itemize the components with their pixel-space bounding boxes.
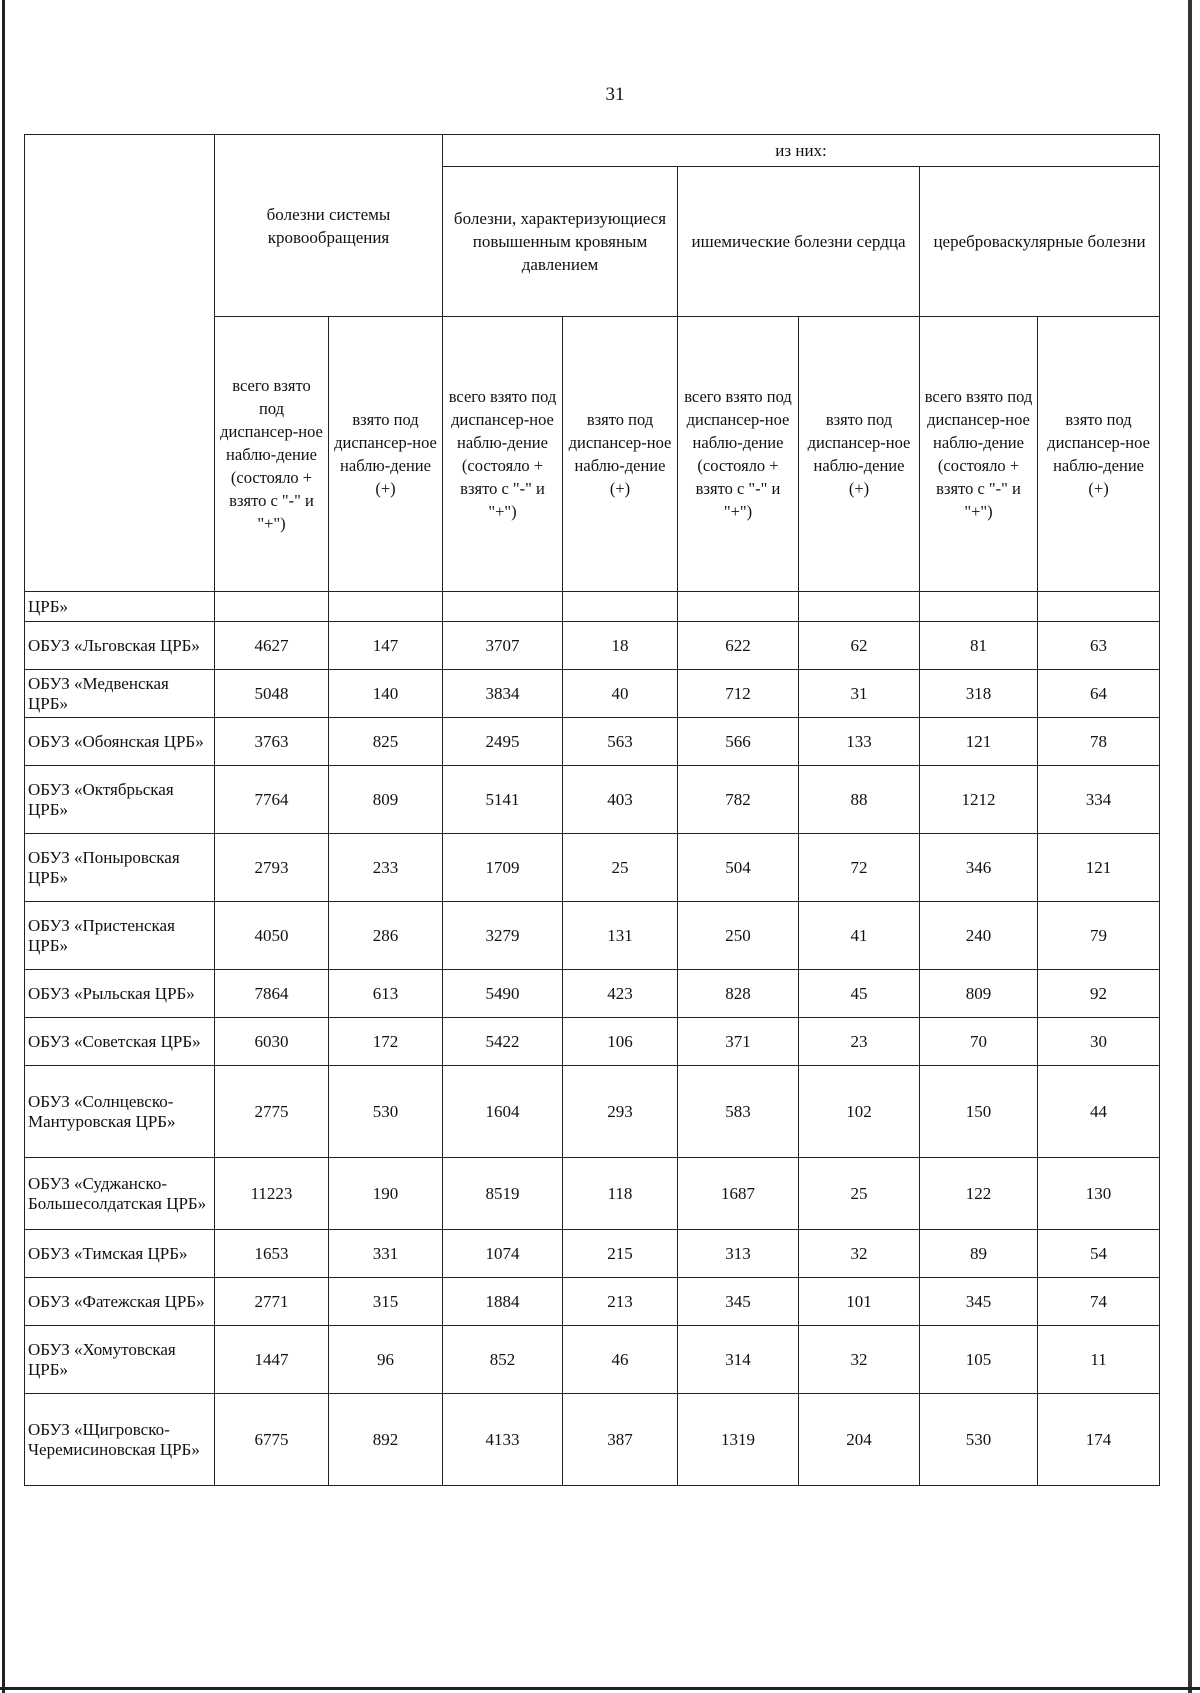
value-cell: 122 xyxy=(920,1158,1038,1230)
value-cell: 5422 xyxy=(443,1018,563,1066)
value-cell: 78 xyxy=(1038,718,1160,766)
table-row xyxy=(25,718,1160,766)
value-cell: 81 xyxy=(920,622,1038,670)
value-cell: 1884 xyxy=(443,1278,563,1326)
value-cell: 5048 xyxy=(215,670,329,718)
row-name-cell: ОБУЗ «Солнцевско-Мантуровская ЦРБ» xyxy=(25,1066,215,1158)
row-name-cell: ОБУЗ «Тимская ЦРБ» xyxy=(25,1230,215,1278)
value-cell: 315 xyxy=(329,1278,443,1326)
value-cell: 147 xyxy=(329,622,443,670)
value-cell: 72 xyxy=(799,834,920,902)
value-cell: 41 xyxy=(799,902,920,970)
value-cell xyxy=(1038,592,1160,622)
scan-edge-bottom xyxy=(0,1687,1200,1690)
value-cell: 293 xyxy=(563,1066,678,1158)
value-cell: 174 xyxy=(1038,1394,1160,1486)
header-of-them: из них: xyxy=(443,135,1160,167)
value-cell: 345 xyxy=(920,1278,1038,1326)
header-blank-cell xyxy=(25,135,215,592)
value-cell xyxy=(329,592,443,622)
value-cell: 2495 xyxy=(443,718,563,766)
row-name-cell: ОБУЗ «Щигровско-Черемисиновская ЦРБ» xyxy=(25,1394,215,1486)
value-cell: 1212 xyxy=(920,766,1038,834)
row-name-cell: ОБУЗ «Рыльская ЦРБ» xyxy=(25,970,215,1018)
value-cell: 121 xyxy=(1038,834,1160,902)
value-cell: 190 xyxy=(329,1158,443,1230)
value-cell: 6775 xyxy=(215,1394,329,1486)
value-cell: 101 xyxy=(799,1278,920,1326)
header-sub-total-all: всего взято под диспансер-ное наблю-дение (состояло + взято с "-" и "+") xyxy=(215,317,329,592)
table-row xyxy=(25,1394,1160,1486)
table-row xyxy=(25,834,1160,902)
value-cell: 106 xyxy=(563,1018,678,1066)
value-cell: 131 xyxy=(563,902,678,970)
value-cell: 286 xyxy=(329,902,443,970)
value-cell: 92 xyxy=(1038,970,1160,1018)
value-cell: 3707 xyxy=(443,622,563,670)
value-cell xyxy=(443,592,563,622)
value-cell: 2775 xyxy=(215,1066,329,1158)
value-cell: 314 xyxy=(678,1326,799,1394)
value-cell: 7864 xyxy=(215,970,329,1018)
value-cell: 3834 xyxy=(443,670,563,718)
value-cell: 32 xyxy=(799,1326,920,1394)
value-cell: 1074 xyxy=(443,1230,563,1278)
header-group-hypertension: болезни, характеризующиеся повышенным кровяным давлением xyxy=(443,167,678,317)
value-cell: 213 xyxy=(563,1278,678,1326)
row-name-cell: ОБУЗ «Пристенская ЦРБ» xyxy=(25,902,215,970)
value-cell: 530 xyxy=(920,1394,1038,1486)
value-cell: 387 xyxy=(563,1394,678,1486)
value-cell: 583 xyxy=(678,1066,799,1158)
value-cell: 782 xyxy=(678,766,799,834)
value-cell: 345 xyxy=(678,1278,799,1326)
value-cell: 622 xyxy=(678,622,799,670)
value-cell: 371 xyxy=(678,1018,799,1066)
value-cell: 1604 xyxy=(443,1066,563,1158)
value-cell: 250 xyxy=(678,902,799,970)
value-cell: 4133 xyxy=(443,1394,563,1486)
table-body xyxy=(25,592,1160,1486)
value-cell: 89 xyxy=(920,1230,1038,1278)
table-row xyxy=(25,1230,1160,1278)
value-cell: 44 xyxy=(1038,1066,1160,1158)
value-cell: 233 xyxy=(329,834,443,902)
value-cell: 1687 xyxy=(678,1158,799,1230)
value-cell: 172 xyxy=(329,1018,443,1066)
value-cell: 712 xyxy=(678,670,799,718)
value-cell: 2793 xyxy=(215,834,329,902)
value-cell xyxy=(678,592,799,622)
value-cell xyxy=(799,592,920,622)
value-cell: 563 xyxy=(563,718,678,766)
table-row xyxy=(25,1066,1160,1158)
value-cell: 1319 xyxy=(678,1394,799,1486)
value-cell: 23 xyxy=(799,1018,920,1066)
header-sub-cerebro-new: взято под диспансер-ное наблю-дение (+) xyxy=(1038,317,1160,592)
header-sub-total-new: взято под диспансер-ное наблю-дение (+) xyxy=(329,317,443,592)
value-cell: 1653 xyxy=(215,1230,329,1278)
table-row xyxy=(25,1278,1160,1326)
value-cell xyxy=(215,592,329,622)
value-cell: 140 xyxy=(329,670,443,718)
table-row xyxy=(25,622,1160,670)
value-cell xyxy=(920,592,1038,622)
header-group-cerebrovascular: цереброваскулярные болезни xyxy=(920,167,1160,317)
value-cell: 892 xyxy=(329,1394,443,1486)
value-cell: 2771 xyxy=(215,1278,329,1326)
value-cell: 6030 xyxy=(215,1018,329,1066)
value-cell: 215 xyxy=(563,1230,678,1278)
value-cell: 88 xyxy=(799,766,920,834)
row-name-cell: ОБУЗ «Поныровская ЦРБ» xyxy=(25,834,215,902)
table-row xyxy=(25,1326,1160,1394)
value-cell: 403 xyxy=(563,766,678,834)
value-cell: 31 xyxy=(799,670,920,718)
scan-edge-left xyxy=(2,0,5,1693)
value-cell: 613 xyxy=(329,970,443,1018)
value-cell: 530 xyxy=(329,1066,443,1158)
value-cell: 11223 xyxy=(215,1158,329,1230)
value-cell: 150 xyxy=(920,1066,1038,1158)
value-cell: 79 xyxy=(1038,902,1160,970)
header-sub-ischemic-new: взято под диспансер-ное наблю-дение (+) xyxy=(799,317,920,592)
value-cell: 46 xyxy=(563,1326,678,1394)
value-cell: 825 xyxy=(329,718,443,766)
value-cell: 828 xyxy=(678,970,799,1018)
table-row xyxy=(25,902,1160,970)
data-table xyxy=(24,134,1160,1486)
table-row xyxy=(25,1018,1160,1066)
scan-edge-right xyxy=(1188,0,1192,1693)
header-group-ischemic: ишемические болезни сердца xyxy=(678,167,920,317)
row-name-cell: ОБУЗ «Обоянская ЦРБ» xyxy=(25,718,215,766)
row-name-cell: ОБУЗ «Льговская ЦРБ» xyxy=(25,622,215,670)
value-cell: 130 xyxy=(1038,1158,1160,1230)
table-row xyxy=(25,592,1160,622)
value-cell: 504 xyxy=(678,834,799,902)
header-sub-hypertension-new: взято под диспансер-ное наблю-дение (+) xyxy=(563,317,678,592)
value-cell: 8519 xyxy=(443,1158,563,1230)
value-cell: 96 xyxy=(329,1326,443,1394)
value-cell xyxy=(563,592,678,622)
value-cell: 63 xyxy=(1038,622,1160,670)
value-cell: 5141 xyxy=(443,766,563,834)
value-cell: 313 xyxy=(678,1230,799,1278)
value-cell: 70 xyxy=(920,1018,1038,1066)
value-cell: 64 xyxy=(1038,670,1160,718)
value-cell: 5490 xyxy=(443,970,563,1018)
value-cell: 105 xyxy=(920,1326,1038,1394)
value-cell: 3279 xyxy=(443,902,563,970)
header-sub-ischemic-all: всего взято под диспансер-ное наблю-дение (состояло + взято с "-" и "+") xyxy=(678,317,799,592)
value-cell: 1709 xyxy=(443,834,563,902)
value-cell: 240 xyxy=(920,902,1038,970)
value-cell: 566 xyxy=(678,718,799,766)
value-cell: 74 xyxy=(1038,1278,1160,1326)
value-cell: 133 xyxy=(799,718,920,766)
table-row xyxy=(25,670,1160,718)
row-name-cell: ОБУЗ «Медвенская ЦРБ» xyxy=(25,670,215,718)
table-row xyxy=(25,1158,1160,1230)
header-total-group: болезни системы кровообращения xyxy=(215,135,443,317)
value-cell: 40 xyxy=(563,670,678,718)
row-name-cell: ОБУЗ «Советская ЦРБ» xyxy=(25,1018,215,1066)
value-cell: 331 xyxy=(329,1230,443,1278)
value-cell: 11 xyxy=(1038,1326,1160,1394)
table-row xyxy=(25,766,1160,834)
value-cell: 809 xyxy=(329,766,443,834)
value-cell: 25 xyxy=(799,1158,920,1230)
row-name-cell: ЦРБ» xyxy=(25,592,215,622)
value-cell: 334 xyxy=(1038,766,1160,834)
value-cell: 1447 xyxy=(215,1326,329,1394)
value-cell: 25 xyxy=(563,834,678,902)
value-cell: 102 xyxy=(799,1066,920,1158)
value-cell: 809 xyxy=(920,970,1038,1018)
value-cell: 852 xyxy=(443,1326,563,1394)
value-cell: 318 xyxy=(920,670,1038,718)
value-cell: 118 xyxy=(563,1158,678,1230)
value-cell: 45 xyxy=(799,970,920,1018)
value-cell: 18 xyxy=(563,622,678,670)
value-cell: 7764 xyxy=(215,766,329,834)
header-sub-cerebro-all: всего взято под диспансер-ное наблю-дение (состояло + взято с "-" и "+") xyxy=(920,317,1038,592)
value-cell: 4050 xyxy=(215,902,329,970)
value-cell: 204 xyxy=(799,1394,920,1486)
value-cell: 4627 xyxy=(215,622,329,670)
value-cell: 62 xyxy=(799,622,920,670)
value-cell: 32 xyxy=(799,1230,920,1278)
value-cell: 54 xyxy=(1038,1230,1160,1278)
value-cell: 3763 xyxy=(215,718,329,766)
row-name-cell: ОБУЗ «Суджанско-Большесолдатская ЦРБ» xyxy=(25,1158,215,1230)
row-name-cell: ОБУЗ «Хомутовская ЦРБ» xyxy=(25,1326,215,1394)
value-cell: 121 xyxy=(920,718,1038,766)
row-name-cell: ОБУЗ «Октябрьская ЦРБ» xyxy=(25,766,215,834)
value-cell: 30 xyxy=(1038,1018,1160,1066)
value-cell: 423 xyxy=(563,970,678,1018)
table-row xyxy=(25,970,1160,1018)
value-cell: 346 xyxy=(920,834,1038,902)
row-name-cell: ОБУЗ «Фатежская ЦРБ» xyxy=(25,1278,215,1326)
header-sub-hypertension-all: всего взято под диспансер-ное наблю-дение (состояло + взято с "-" и "+") xyxy=(443,317,563,592)
page-number: 31 xyxy=(605,84,625,105)
